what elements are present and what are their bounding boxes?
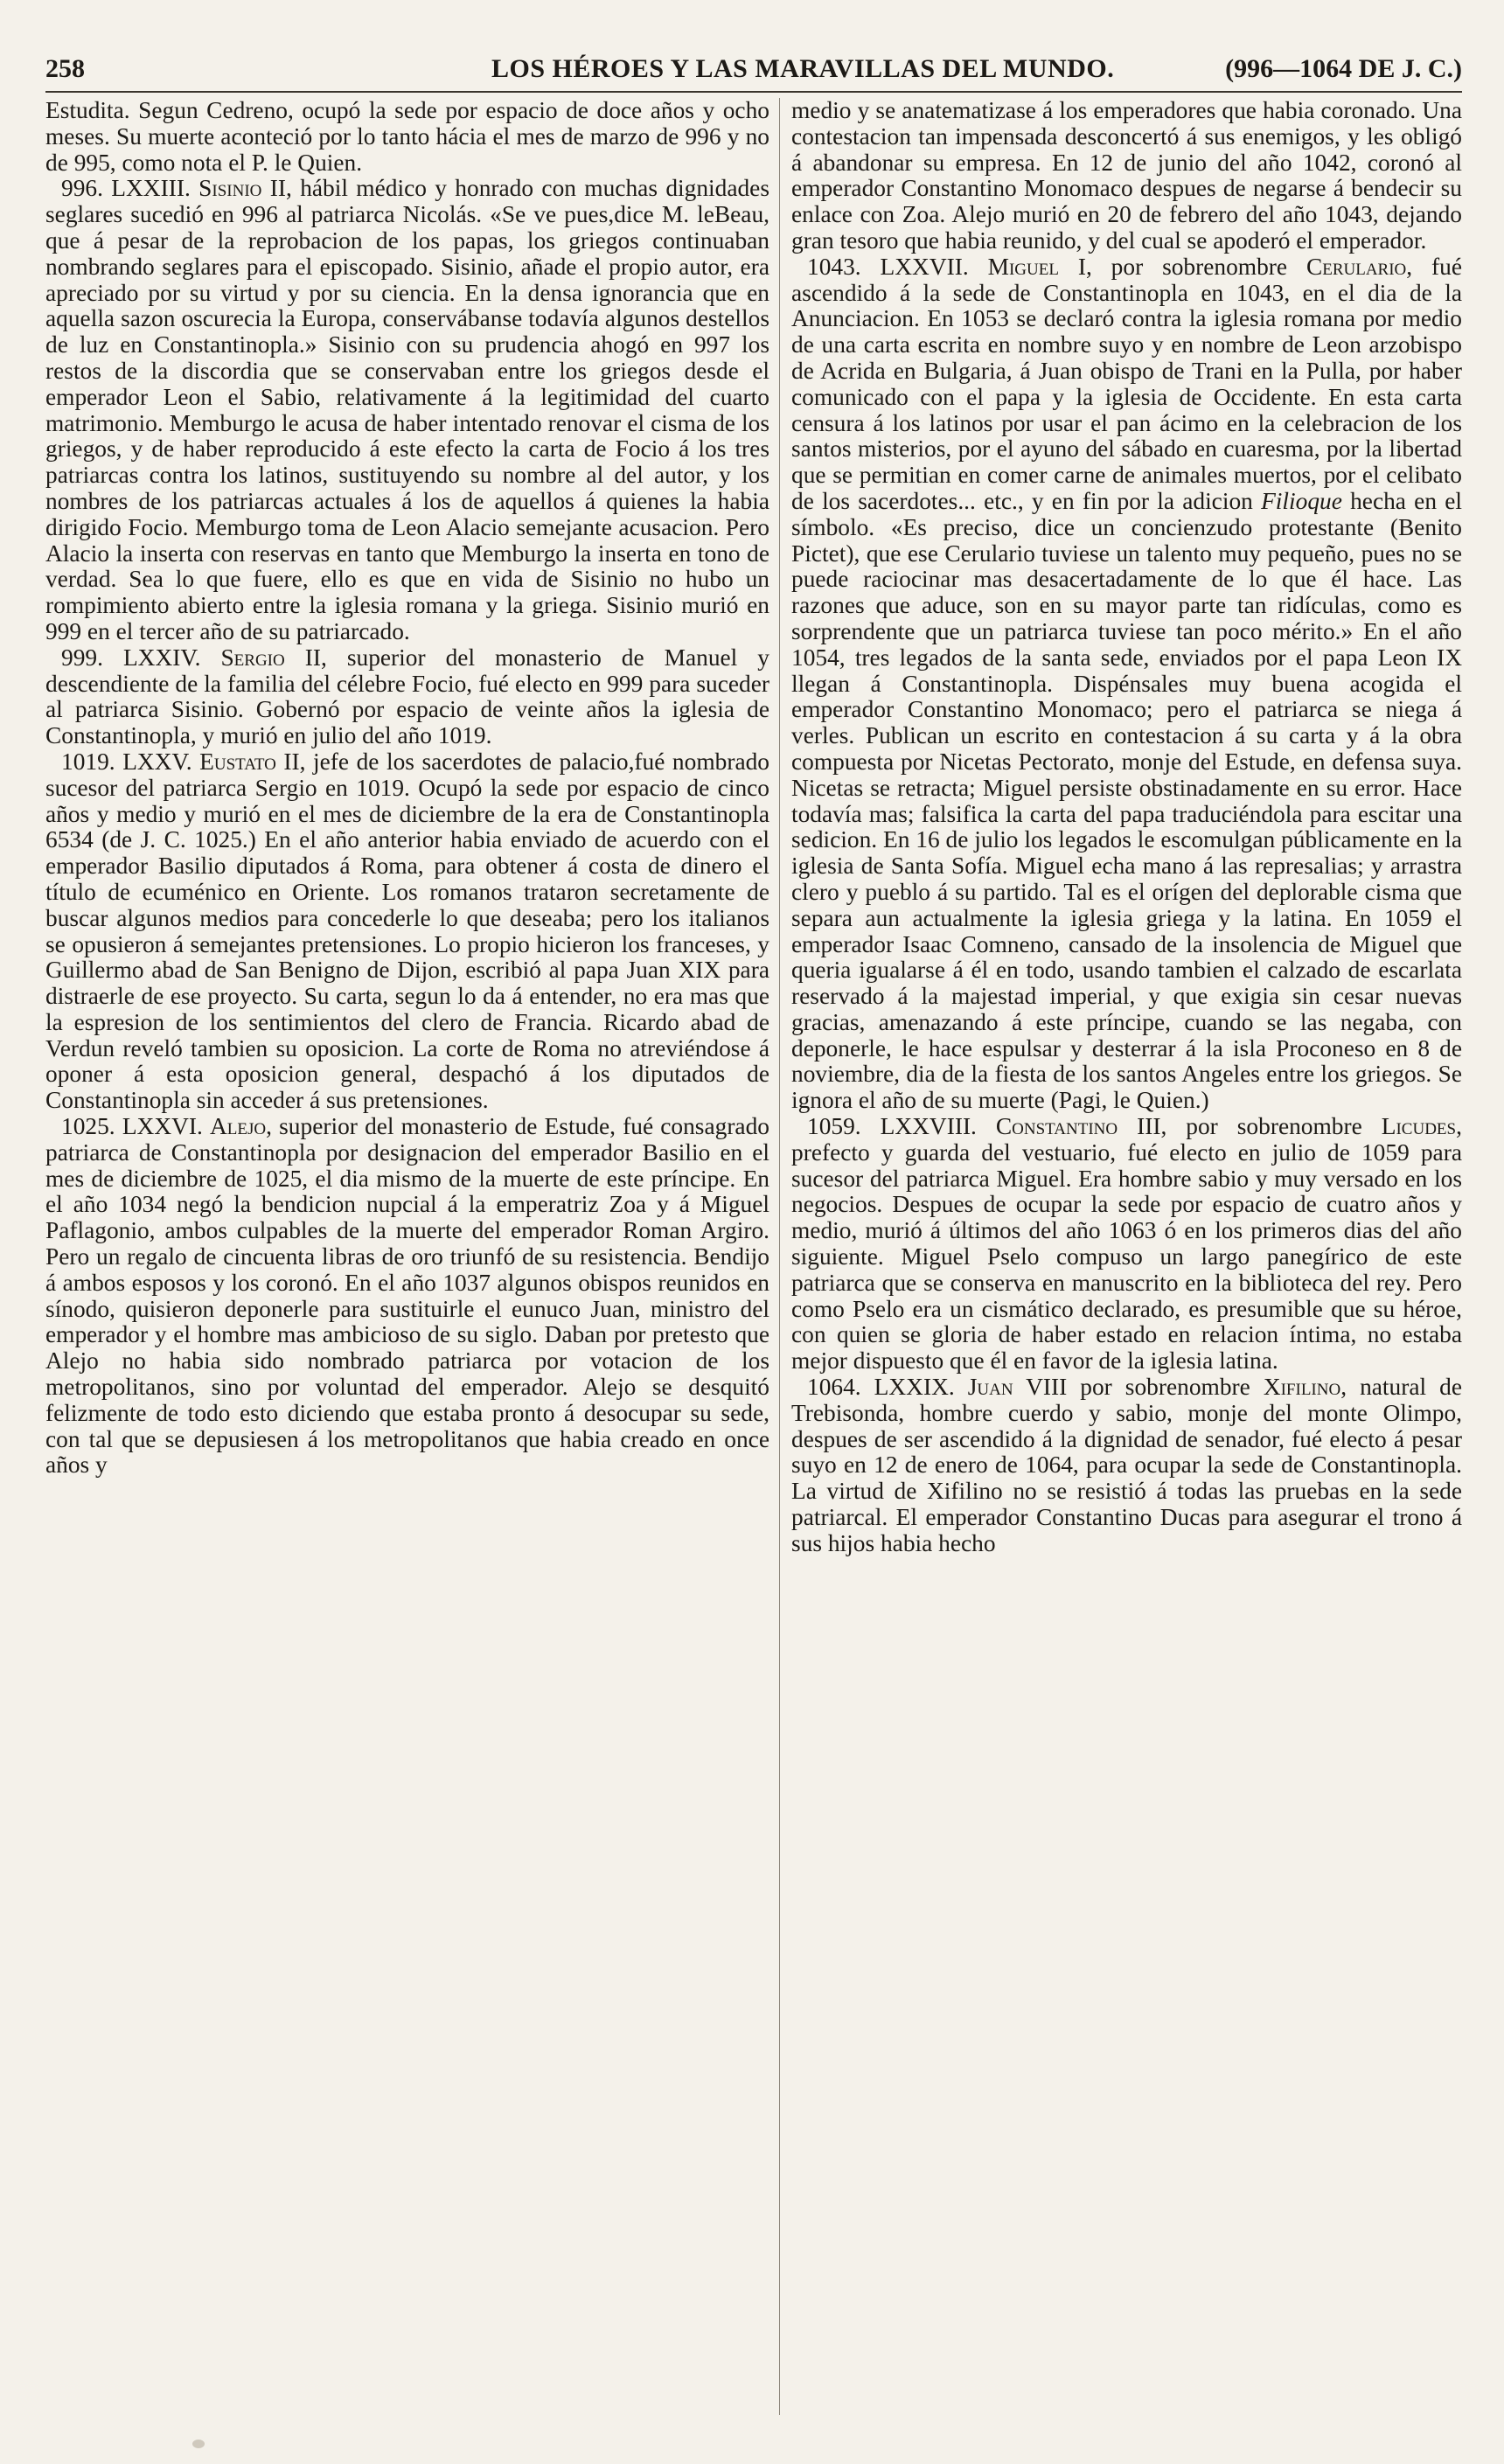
entry-year: 999. [61,644,103,671]
entry-number: LXXIX. [874,1374,955,1401]
patriarch-surname: Cerulario [1306,253,1407,280]
patriarch-surname: Xifilino [1263,1374,1341,1401]
entry-sisinio [45,176,769,644]
entry-year: 1064. [807,1374,861,1401]
continued-paragraph: Estudita. Segun Cedreno, ocupó la sede por espacio de doce años y ocho meses. Su muerte aconteció por lo tanto hácia el mes de marzo de 996 y no de 995, como nota el P. le Quien. [45,98,769,176]
entry-number: LXXV. [122,748,192,775]
patriarch-surname: Licudes [1381,1113,1457,1140]
entry-year: 1059. [807,1113,861,1140]
patriarch-name: Eustato [199,748,276,775]
entry-juan [791,1375,1462,1557]
patriarch-name: Miguel [987,253,1059,280]
patriarch-name: Sergio [220,644,285,671]
patriarch-name: Constantino [995,1113,1118,1140]
entry-alejo [45,1114,769,1479]
patriarch-name: Sisinio [198,175,262,202]
running-title: LOS HÉROES Y LAS MARAVILLAS DEL MUNDO. [491,54,1115,83]
entry-miguel [791,254,1462,1114]
page-number: 258 [45,54,85,83]
column-divider [779,98,780,2415]
entry-mid: III, por sobrenombre [1118,1113,1382,1140]
entry-text: , natural de Trebisonda, hombre cuerdo y sabio, monje del monte Olimpo, despues de ser ascendido á la dignidad de senador, fué electo á pesar suyo en 12 de enero de 1064, para ocupar la sede de Constantinopla. La virtud de Xifilino no se resistió á todas las pruebas en la sede patriarcal. El emperador Constantino Ducas para asegurar el trono á sus hijos habia hecho [791,1374,1462,1556]
left-column [45,98,769,2424]
filioque-term: Filioque [1261,487,1342,514]
entry-year: 1019. [61,748,115,775]
entry-number: LXXVIII. [880,1113,977,1140]
entry-number: LXXIII. [111,175,191,202]
entry-mid: VIII por sobrenombre [1013,1374,1264,1401]
paper-stain [192,2440,205,2448]
date-range: (996—1064 DE J. C.) [1225,54,1462,83]
running-header [45,54,1462,89]
patriarch-name: Juan [967,1374,1013,1401]
entry-eustato [45,749,769,1114]
entry-year: 1043. [807,253,861,280]
header-rule [45,91,1462,93]
entry-text: , superior del monasterio de Estude, fué consagrado patriarca de Constantinopla por designacion del emperador Basilio en el mes de diciembre de 1025, el dia mismo de la muerte de este príncipe. En el año 1034 negó la bendicion nupcial á la emperatriz Zoa y á Miguel Paflagonio, ambos culpables de la muerte del emperador Roman Argiro. Pero un regalo de cincuenta libras de oro triunfó de su resistencia. Bendijo á ambos esposos y los coronó. En el año 1037 algunos obispos reunidos en sínodo, quisieron deponerle para sustituirle el eunuco Juan, ministro del emperador y el hombre mas ambicioso de su siglo. Daban por pretesto que Alejo no habia sido nombrado patriarca por votacion de los metropolitanos, sino por voluntad del emperador. Alejo se desquitó felizmente de todo esto diciendo que estaba pronto á desocupar su sede, con tal que se depusiesen á los metropolitanos que habia creado en once años y [45,1113,769,1479]
entry-text: II, superior del monasterio de Manuel y descendiente de la familia del célebre Focio, fué electo en 999 para suceder al patriarca Sisinio. Gobernó por espacio de veinte años la iglesia de Constantinopla, y murió en julio del año 1019. [45,644,769,749]
entry-text: , fué ascendido á la sede de Constantinopla en 1043, en el dia de la Anunciacion. En 1053 se declaró contra la iglesia romana por medio de una carta escrita en nombre suyo y en nombre de Leon arzobispo de Acrida en Bulgaria, á Juan obispo de Trani en la Pulla, por haber comunicado con el papa y la iglesia de Occidente. En esta carta censura á los latinos por usar el pan ácimo en la celebracion de los santos misterios, por el ayuno del sábado en cuaresma, por la libertad que se permitian en comer carne de animales muertos, por el celibato de los sacerdotes... etc., y en fin por la adicion [791,253,1462,514]
entry-constantino [791,1114,1462,1375]
entry-text: II, jefe de los sacerdotes de palacio,fué nombrado sucesor del patriarca Sergio en 1019. Ocupó la sede por espacio de cinco años y medio y murió en el mes de diciembre de la era de Constantinopla 6534 (de J. C. 1025.) En el año anterior habia enviado de acuerdo con el emperador Basilio diputados á Roma, para obtener á costa de dinero el título de ecuménico en Oriente. Los romanos trataron secretamente de buscar algunos medios para concederle lo que deseaba; pero los italianos se opusieron á semejantes pretensiones. Lo propio hicieron los franceses, y Guillermo abad de San Benigno de Dijon, escribió al papa Juan XIX para distraerle de ese proyecto. Su carta, segun lo da á entender, no era mas que la espresion de los sentimientos del clero de Francia. Ricardo abad de Verdun reveló tambien su oposicion. La corte de Roma no atreviéndose á oponer á esta oposicion general, despachó á los diputados de Constantinopla sin acceder á sus pretensiones. [45,748,769,1114]
entry-number: LXXVI. [122,1113,203,1140]
entry-year: 1025. [61,1113,115,1140]
entry-text-cont: hecha en el símbolo. «Es preciso, dice un concienzudo protestante (Benito Pictet), que ese Cerulario tuviese un talento muy pequeño, pues no se puede raciocinar mas desacertadamente de lo que él hace. Las razones que aduce, son en su mayor parte tan ridículas, como es sorprendente que un patriarca tuviese tan poco mérito.» En el año 1054, tres legados de la santa sede, enviados por el papa Leon IX llegan á Constantinopla. Dispénsales muy buena acogida el emperador Constantino Monomaco; pero el patriarca se niega á verles. Publican un escrito en contestacion á su carta y á la obra compuesta por Nicetas Pectorato, monje del Estude, en defensa suya. Nicetas se retracta; Miguel persiste obstinadamente en su error. Hace todavía mas; falsifica la carta del papa traduciéndola para escitar una sedicion. En 16 de julio los legados le escomulgan públicamente en la iglesia de Santa Sofía. Miguel echa mano á las represalias; y arrastra clero y pueblo á su partido. Tal es el orígen del deplorable cisma que separa aun actualmente la iglesia griega y la latina. En 1059 el emperador Isaac Comneno, cansado de la insolencia de Miguel que queria igualarse á él en todo, usando tambien el calzado de escarlata reservado á la majestad imperial, y que exigia sin cesar nuevas gracias, amenazando á este príncipe, cuando se las negaba, con deponerle, le hace espulsar y desterrar á la isla Proconeso en 8 de noviembre, dia de la fiesta de los santos Angeles entre los griegos. Se ignora el año de su muerte (Pagi, le Quien.) [791,487,1462,1114]
entry-mid: I, por sobrenombre [1058,253,1306,280]
entry-number: LXXVII. [880,253,969,280]
entry-number: LXXIV. [122,644,201,671]
continued-paragraph: medio y se anatematizase á los emperadores que habia coronado. Una contestacion tan impensada desconcertó á sus enemigos, y les obligó á abandonar su empresa. En 12 de junio del año 1042, coronó al emperador Constantino Monomaco despues de negarse á bendecir su enlace con Zoa. Alejo murió en 20 de febrero del año 1043, dejando gran tesoro que habia reunido, y del cual se apoderó el emperador. [791,98,1462,254]
entry-sergio [45,645,769,749]
entry-text: II, hábil médico y honrado con muchas dignidades seglares sucedió en 996 al patriarca Nicolás. «Se ve pues,dice M. leBeau, que á pesar de la reprobacion de los papas, los griegos continuaban nombrando seglares para el episcopado. Sisinio, añade el propio autor, era apreciado por su virtud y por su ciencia. En la densa ignorancia que en aquella sazon oscurecia la Europa, conservábanse todavía algunos destellos de luz en Constantinopla.» Sisinio con su prudencia ahogó en 997 los restos de la discordia que se conservaban entre los griegos desde el emperador Leon el Sabio, relativamente á la legitimidad del cuarto matrimonio. Memburgo le acusa de haber intentado renovar el cisma de los griegos, y de haber reproducido á este efecto la carta de Focio á los tres patriarcas contra los latinos, sustituyendo su nombre al del autor, y los nombres de los patriarcas actuales á los de aquellos á quienes la habia dirigido Focio. Memburgo toma de Leon Alacio semejante acusacion. Pero Alacio la inserta con reservas en tanto que Memburgo la inserta en tono de verdad. Sea lo que fuere, ello es que en vida de Sisinio no hubo un rompimiento abierto entre la iglesia romana y la griega. Sisinio murió en 999 en el tercer año de su patriarcado. [45,175,769,644]
entry-year: 996. [61,175,103,202]
patriarch-name: Alejo [210,1113,267,1140]
right-column [791,98,1462,2424]
entry-text: , prefecto y guarda del vestuario, fué electo en julio de 1059 para sucesor del patriarca Miguel. Era hombre sabio y muy versado en los negocios. Despues de ocupar la sede por espacio de cuatro años y medio, murió á últimos del año 1063 ó en los primeros dias del año siguiente. Miguel Pselo compuso un largo panegírico de este patriarca que se conserva en manuscrito en la biblioteca del rey. Pero como Pselo era un cismático declarado, es presumible que su héroe, con quien se gloria de haber estado en relacion íntima, no estaba mejor dispuesto que él en favor de la iglesia latina. [791,1113,1462,1375]
